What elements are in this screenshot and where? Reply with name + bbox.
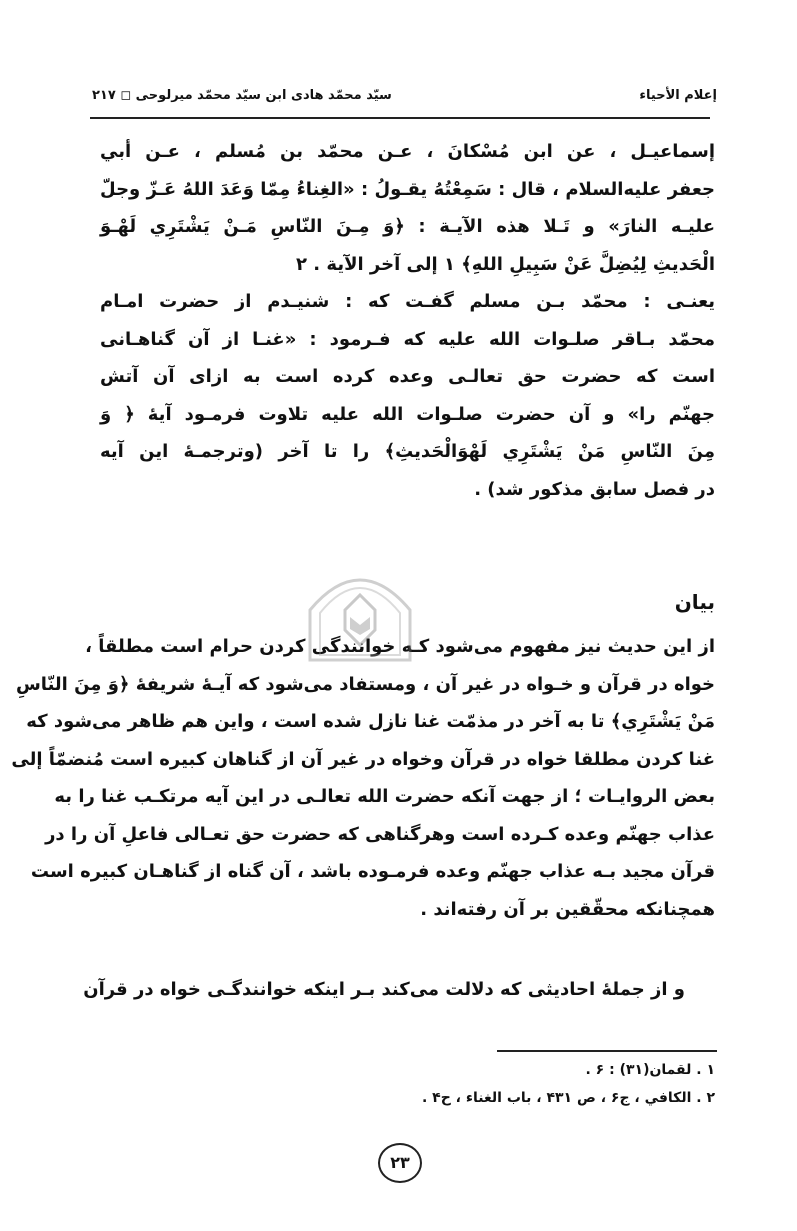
footnote-2: ٢ . الكافي ، ج۶ ، ص ۴٣١ ، باب الغناء ، ح۴ . xyxy=(421,1090,715,1106)
footnote-rule xyxy=(497,1050,717,1052)
library-seal-watermark xyxy=(300,555,420,665)
text-line: جعفر عليه‌السلام ، قال : سَمِعْتُهُ يقـولُ : «الغِناءُ مِمّا وَعَدَ اللهُ عَـزّ وجلّ xyxy=(100,178,715,200)
text-line: از اين حديث نيز مفهوم می‌شود كـه خوانندگی كردن حرام است مطلقاً ، xyxy=(85,636,715,657)
section-heading: بيان xyxy=(674,590,715,614)
header-rule xyxy=(90,117,710,119)
text-line: مَنْ يَشْتَرِي﴾ تا به آخر در مذمّت غنا نازل شده است ، واين هم ظاهر می‌شود كه xyxy=(26,711,715,732)
text-line: غنا كردن مطلقا خواه در قرآن وخواه در غير آن از گناهان كبيره است مُنضمّاً إلى xyxy=(11,748,715,770)
running-header-author-page: سيّد محمّد هادی ابن سيّد محمّد ميرلوحی ◻ ٢١٧ xyxy=(92,88,392,103)
running-header-book-title: إعلام الأحياء xyxy=(639,88,717,103)
text-line: جهنّم را» و آن حضرت صلـوات الله عليه تلاوت فرمـود آيۀ ﴿ وَ xyxy=(100,403,715,425)
text-line: و از جملۀ احاديثی كه دلالت می‌كند بـر اينكه خوانندگـی خواه در قرآن xyxy=(83,979,685,1000)
footnote-1: ١ . لقمان(٣١) : ۶ . xyxy=(585,1062,715,1078)
text-line: مِنَ النّاسِ مَنْ يَشْتَرِي لَهْوَالْحَديثِ﴾ را تا آخر (وترجمـۀ اين آيه xyxy=(100,441,715,462)
text-line: عذاب جهنّم وعده كـرده است وهرگناهی كه حضرت حق تعـالی فاعلِ آن را در xyxy=(45,823,715,845)
page-number: ٢٣ xyxy=(378,1143,422,1183)
text-line: است كه حضرت حق تعالـی وعده كرده است به ازای آن آتش xyxy=(100,366,715,387)
text-line: در فصل سابق مذكور شد) . xyxy=(474,478,715,500)
text-line: همچنانكه محقّقين بر آن رفته‌اند . xyxy=(420,898,715,920)
text-line: بعض الروايـات ؛ از جهت آنكه حضرت الله تعالـی در اين آيه مرتكـب غنا را به xyxy=(54,786,715,807)
text-line: يعنـی : محمّد بـن مسلم گفـت كه : شنيـدم از حضرت امـام xyxy=(100,291,715,312)
text-line: إسماعيـل ، عن ابن مُسْكانَ ، عـن محمّد بن مُسلم ، عـن أبي xyxy=(100,141,715,162)
text-line: محمّد بـاقر صلـوات الله عليه كه فـرمود : «غنـا از آن گناهـانی xyxy=(100,328,715,350)
text-line: الْحَديثِ لِيُضِلَّ عَنْ سَبِيلِ اللهِ﴾ ١ إلى آخر الآية . ٢ xyxy=(296,253,715,275)
text-line: خواه در قرآن و خـواه در غير آن ، ومستفاد می‌شود كه آيـۀ شريفۀ ﴿وَ مِنَ النّاسِ xyxy=(15,673,715,695)
text-line: عليـه النارَ» و تَـلا هذه الآيـة : ﴿وَ مِـنَ النّاسِ مَـنْ يَشْتَرِي لَهْـوَ xyxy=(100,216,715,237)
text-line: قرآن مجيد بـه عذاب جهنّم وعده فرمـوده باشد ، آن گناه از گناهـان كبيره است xyxy=(30,861,715,882)
